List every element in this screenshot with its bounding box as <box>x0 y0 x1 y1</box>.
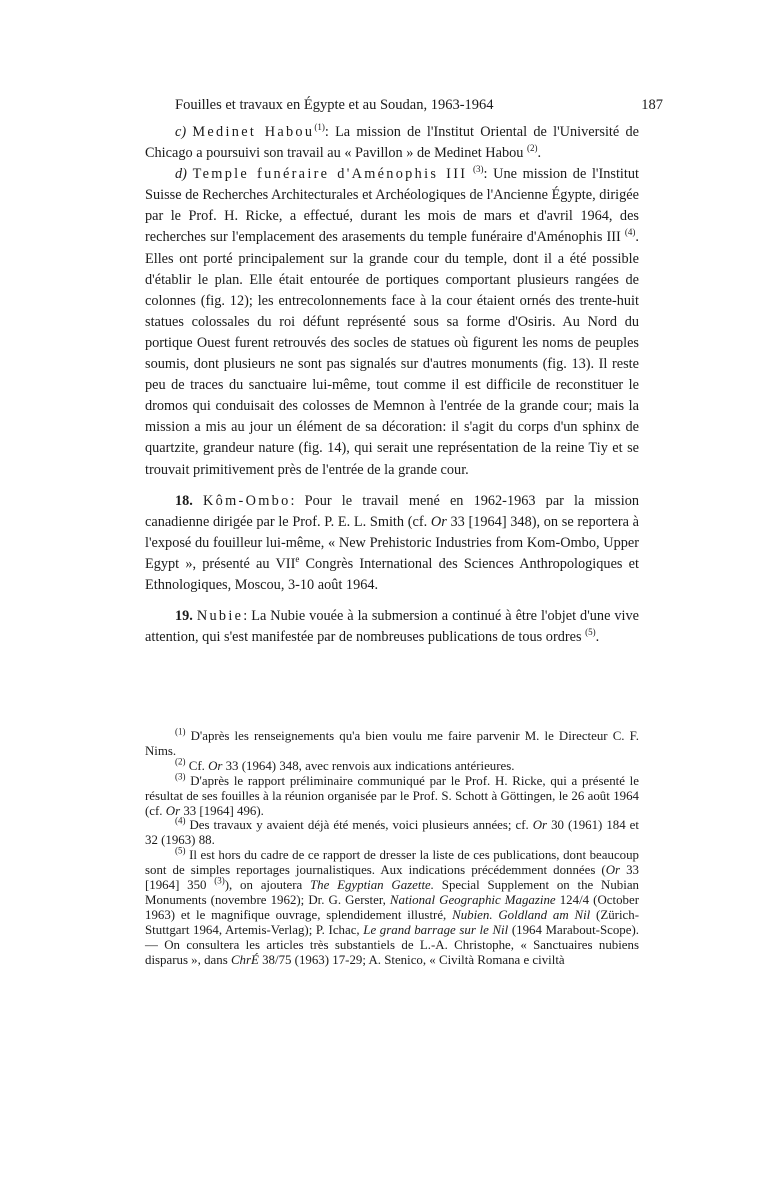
footnote-mark: (5) <box>175 845 186 856</box>
section-text: . <box>537 145 542 162</box>
footnote-ref: (2) <box>526 143 538 154</box>
footnote-text: Special Supplement on the Nubian Monuments (novembre 1962); Dr. G. Gerster, <box>145 878 639 907</box>
footnote-ref: (3) <box>214 875 225 886</box>
footnote-text: (Zürich-Stuttgart 1964, Artemis-Verlag); P. Ichac, <box>145 907 640 937</box>
superscript: e <box>295 554 300 565</box>
journal-abbrev: Or <box>430 513 447 530</box>
section-text: : Une mission de l'Institut Suisse de Recherches Architecturales et Archéologiques de l'Ancienne Égypte, dirigée par le Prof. H. Ricke, a effectué, durant les mois de mars et d'avril 1964, des recherches sur l'emplacement des arasements du temple funéraire d'Aménophis III <box>145 166 640 246</box>
footnote-text: 33 (1964) 348, avec renvois aux indications antérieures. <box>222 758 515 773</box>
footnote-mark: (2) <box>175 756 186 767</box>
page-number: 187 <box>641 97 663 113</box>
footnote-text: 30 (1961) 184 et 32 (1963) 88. <box>145 818 639 848</box>
section-title: Medinet Habou <box>192 124 315 140</box>
footnote-text: 33 [1964] 350 <box>145 863 639 893</box>
section-text: . <box>595 629 600 646</box>
section-label: c) <box>175 124 187 140</box>
section-text: . Elles ont porté principalement sur la grande cour du temple, dont il a été possible d'établir le plan. Elle était entourée de portiques comportant plusieurs rangées de colonnes (fig. 12); les entrecolonnements face à la cour étaient ornés des trente-huit statues colossales du roi défunt représenté sous sa forme d'Osiris. Au Nord du portique Ouest furent retrouvés des socles de statues où figurent les noms de peuples soumis, dont plusieurs ne sont pas signalés sur d'autres monuments (fig. 13). Il reste peu de traces du sanctuaire lui-même, tout comme il est difficile de reconstituer le dromos qui conduisait des colosses de Memnon à l'entrée de la grande cour; mais la mission a mis au jour un élément de sa décoration: il s'agit du corps d'un sphinx de quartzite, grandeur nature (fig. 14), qui serait une représentation de la reine Tiy et se trouvait primitivement près de l'entrée de la grande cour. <box>145 229 639 478</box>
publication-title: The Egyptian Gazette. <box>309 878 435 893</box>
footnote-mark: (1) <box>175 726 186 737</box>
footnote-text: Des travaux y avaient déjà été menés, voici plusieurs années; cf. <box>185 818 533 833</box>
footnote-text: 33 [1964] 496). <box>180 803 264 818</box>
section-number: 18. <box>175 492 193 509</box>
journal-abbrev: ChrÉ <box>230 952 259 967</box>
footnote-text: (1964 Marabout-Scope). — On consultera les articles très substantiels de L.-A. Christophe, « Sanctuaires nubiens disparus », dans <box>145 922 639 967</box>
footnote-ref: (5) <box>585 627 596 638</box>
journal-abbrev: Or <box>605 863 621 878</box>
footnote-text: Cf. <box>185 758 209 773</box>
section-text: : Pour le travail mené en 1962-1963 par la mission canadienne dirigée par le Prof. P. E. L. Smith (cf. <box>145 492 639 530</box>
footnote-text: D'après les renseignements qu'a bien voulu me faire parvenir M. le Directeur C. F. Nims. <box>145 729 639 758</box>
section-c-medinet-habou <box>145 122 639 164</box>
section-text: : La mission de l'Institut Oriental de l'Université de Chicago a poursuivi son travail au « Pavillon » de Medinet Habou <box>145 124 639 162</box>
running-title: Fouilles et travaux en Égypte et au Soudan, 1963-1964 <box>175 97 494 113</box>
section-d-temple-amenophis <box>145 164 639 480</box>
footnote-ref: (1) <box>314 122 325 133</box>
publication-title: National Geographic Magazine <box>389 892 556 907</box>
footnote-ref: (3) <box>473 164 484 175</box>
footnote-5 <box>145 845 640 967</box>
section-text: Congrès International des Sciences Anthropologiques et Ethnologiques, Moscou, 3-10 août 1964. <box>145 555 639 593</box>
footnotes <box>145 726 640 968</box>
section-number: 19. <box>175 608 193 625</box>
section-title: Temple funéraire d'Aménophis III <box>192 166 468 183</box>
footnote-text: Il est hors du cadre de ce rapport de dresser la liste de ces publications, dont beaucoup sont de simples reportages journalistiques. Aux indications précédemment données ( <box>145 848 639 878</box>
section-19-nubie <box>145 606 639 648</box>
section-title: Kôm-Ombo <box>203 492 291 509</box>
footnote-1 <box>145 726 639 759</box>
section-title: Nubie <box>196 608 244 625</box>
journal-abbrev: Or <box>165 803 181 818</box>
section-text: : La Nubie vouée à la submersion a continué à être l'objet d'une vive attention, qui s'est manifestée par de nombreuses publications de tous ordres <box>145 608 639 646</box>
section-text: 33 [1964] 348), on se reportera à l'exposé du fouilleur lui-même, « New Prehistoric Industries from Kom-Ombo, Upper Egypt », présenté au VII <box>145 513 639 572</box>
footnote-text: ), on ajoutera <box>224 878 310 893</box>
footnote-text: 124/4 (October 1963) et le magnifique ouvrage, splendidement illustré, <box>145 892 639 922</box>
footnote-ref: (4) <box>624 227 636 238</box>
main-text <box>145 122 639 648</box>
footnote-3 <box>145 771 639 819</box>
journal-abbrev: Or <box>208 758 223 773</box>
footnote-2 <box>145 756 639 774</box>
section-18-kom-ombo <box>145 491 639 596</box>
footnote-mark: (4) <box>175 816 186 827</box>
publication-title: Le grand barrage sur le Nil <box>363 922 509 937</box>
journal-abbrev: Or <box>532 818 548 833</box>
footnote-mark: (3) <box>175 771 186 782</box>
footnote-text: D'après le rapport préliminaire communiqué par le Prof. H. Ricke, qui a présenté le résultat de ses fouilles à la réunion organisée par le Prof. S. Schott à Göttingen, le 26 août 1964 (cf. <box>145 773 639 818</box>
footnote-text: 38/75 (1963) 17-29; A. Stenico, « Civiltà Romana e civiltà <box>258 952 565 967</box>
publication-title: Nubien. Goldland am Nil <box>452 907 591 922</box>
footnote-4 <box>145 818 639 848</box>
section-label: d) <box>175 166 187 183</box>
